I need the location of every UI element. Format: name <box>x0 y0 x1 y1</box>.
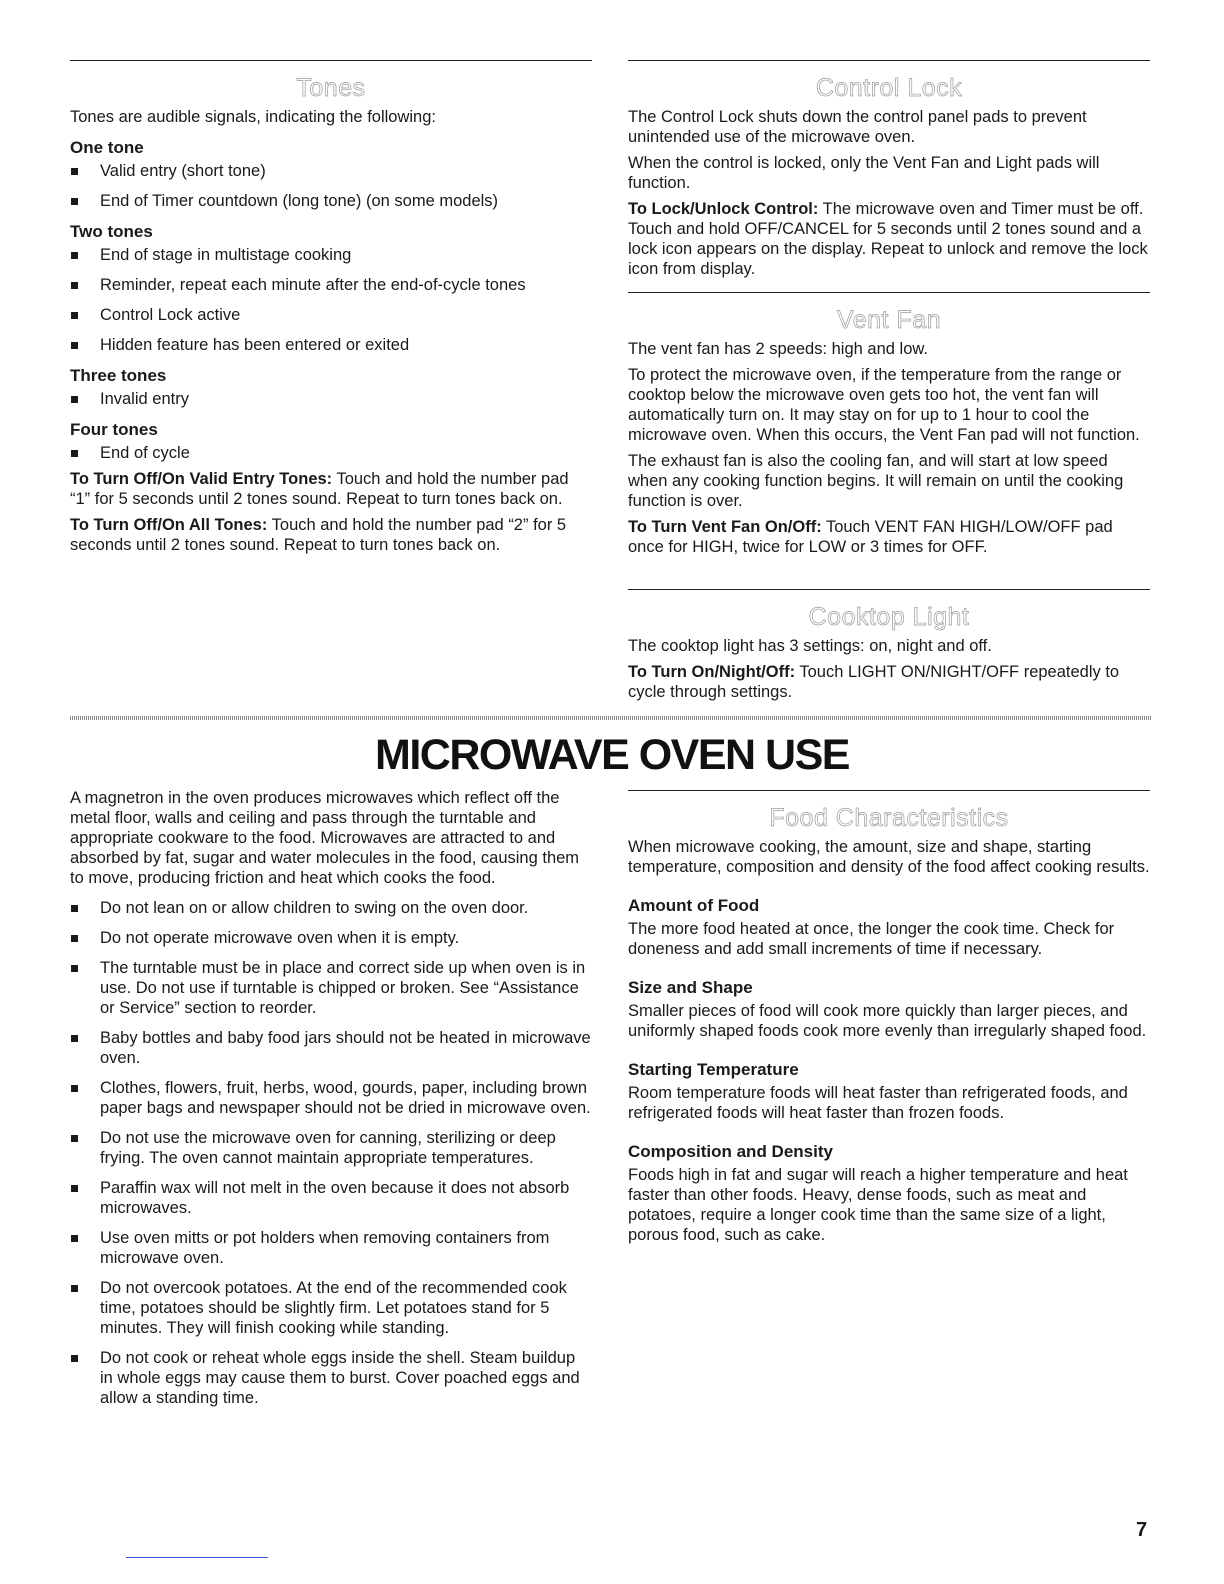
composition-density-heading: Composition and Density <box>628 1142 833 1161</box>
instruction-label: To Turn On/Night/Off: <box>628 663 796 681</box>
composition-density-text: Foods high in fat and sugar will reach a higher temperature and heat faster than other foods. Heavy, dense foods, such as meat and potatoes, require a longer cook time than the same size of a light, porous food, such as cake. <box>628 1166 1128 1244</box>
instruction-text: Touch LIGHT ON/NIGHT/OFF repeatedly to cycle through settings. <box>628 663 1120 701</box>
instruction-text: Touch and hold the number pad “1” for 5 seconds until 2 tones sound. Repeat to turn tones back on. <box>70 470 569 508</box>
cooktop-light-heading: Cooktop Light <box>808 603 970 631</box>
control-lock-p1: The Control Lock shuts down the control panel pads to prevent unintended use of the microwave oven. <box>628 108 1087 146</box>
control-lock-p2: When the control is locked, only the Vent Fan and Light pads will function. <box>628 154 1100 192</box>
instruction-label: To Turn Off/On All Tones: <box>70 516 268 534</box>
vent-fan-p2: To protect the microwave oven, if the temperature from the range or cooktop below the microwave oven gets too hot, the vent fan will automatically turn on. It may stay on for up to 1 hour to cool the microwave oven. When this occurs, the Vent Fan pad will not function. <box>628 366 1140 444</box>
list-item: Clothes, flowers, fruit, herbs, wood, gourds, paper, including brown paper bags and newspaper should not be dried in microwave oven. <box>70 1078 592 1118</box>
instruction-label: To Turn Vent Fan On/Off: <box>628 518 822 536</box>
vent-fan-p1: The vent fan has 2 speeds: high and low. <box>628 340 928 358</box>
vent-fan-p3: The exhaust fan is also the cooling fan, and will start at low speed when any cooking function begins. It will remain on until the cooking function is over. <box>628 452 1124 510</box>
all-tones-instruction <box>70 515 592 555</box>
instruction-text: The microwave oven and Timer must be off. Touch and hold OFF/CANCEL for 5 seconds until 2 tones sound and a lock icon appears on the display. Repeat to unlock and remove the lock icon from display. <box>628 200 1148 278</box>
list-item: Invalid entry <box>70 389 592 409</box>
instruction-text: Touch VENT FAN HIGH/LOW/OFF pad once for HIGH, twice for LOW or 3 times for OFF. <box>628 518 1113 556</box>
valid-entry-tones-instruction <box>70 469 592 509</box>
cooktop-light-p1: The cooktop light has 3 settings: on, night and off. <box>628 637 992 655</box>
list-item: End of Timer countdown (long tone) (on some models) <box>70 191 592 211</box>
microwave-use-list <box>70 898 592 1408</box>
section-divider <box>70 60 592 61</box>
list-item: Do not lean on or allow children to swing on the oven door. <box>70 898 592 918</box>
tones-intro: Tones are audible signals, indicating the following: <box>70 108 436 126</box>
control-lock-section <box>628 60 1150 285</box>
list-item: Valid entry (short tone) <box>70 161 592 181</box>
control-lock-heading: Control Lock <box>815 74 963 102</box>
starting-temperature-heading: Starting Temperature <box>628 1060 799 1079</box>
tones-section <box>70 60 592 561</box>
starting-temperature-text: Room temperature foods will heat faster than refrigerated foods, and refrigerated foods will heat faster than frozen foods. <box>628 1084 1128 1122</box>
list-item: Do not cook or reheat whole eggs inside the shell. Steam buildup in whole eggs may cause them to burst. Cover poached eggs and allow a standing time. <box>70 1348 592 1408</box>
bottom-edge-line <box>126 1557 268 1558</box>
amount-of-food-heading: Amount of Food <box>628 896 760 915</box>
cooktop-light-instruction <box>628 662 1150 702</box>
food-characteristics-section <box>628 790 1150 1251</box>
lock-unlock-instruction <box>628 199 1150 279</box>
section-divider <box>628 60 1150 61</box>
list-item: Use oven mitts or pot holders when removing containers from microwave oven. <box>70 1228 592 1268</box>
four-tones-heading: Four tones <box>70 420 158 439</box>
vent-fan-section <box>628 292 1150 563</box>
one-tone-list <box>70 161 592 211</box>
tones-heading: Tones <box>296 74 366 102</box>
three-tones-heading: Three tones <box>70 366 167 385</box>
three-tones-list <box>70 389 592 409</box>
list-item: Baby bottles and baby food jars should not be heated in microwave oven. <box>70 1028 592 1068</box>
list-item: Do not operate microwave oven when it is empty. <box>70 928 592 948</box>
vent-fan-instruction <box>628 517 1150 557</box>
section-divider <box>628 790 1150 791</box>
instruction-text: Touch and hold the number pad “2” for 5 seconds until 2 tones sound. Repeat to turn tones back on. <box>70 516 567 554</box>
four-tones-list <box>70 443 592 463</box>
list-item: End of stage in multistage cooking <box>70 245 592 265</box>
list-item: Hidden feature has been entered or exited <box>70 335 592 355</box>
list-item: The turntable must be in place and correct side up when oven is in use. Do not use if turntable is chipped or broken. See “Assistance or Service” section to reorder. <box>70 958 592 1018</box>
list-item: Do not overcook potatoes. At the end of the recommended cook time, potatoes should be slightly firm. Let potatoes stand for 5 minutes. They will finish cooking while standing. <box>70 1278 592 1338</box>
two-tones-heading: Two tones <box>70 222 153 241</box>
size-and-shape-text: Smaller pieces of food will cook more quickly than larger pieces, and uniformly shaped foods cook more evenly than irregularly shaped food. <box>628 1002 1147 1040</box>
one-tone-heading: One tone <box>70 138 144 157</box>
instruction-label: To Turn Off/On Valid Entry Tones: <box>70 470 333 488</box>
microwave-use-intro: A magnetron in the oven produces microwaves which reflect off the metal floor, walls and ceiling and pass through the turntable and appropriate cookware to the food. Microwaves are attracted to and absorbed by fat, sugar and water molecules in the food, causing them to move, producing friction and heat which cooks the food. <box>70 789 580 887</box>
microwave-use-section <box>70 788 592 1418</box>
list-item: Control Lock active <box>70 305 592 325</box>
page-number: 7 <box>1136 1519 1148 1541</box>
instruction-label: To Lock/Unlock Control: <box>628 200 819 218</box>
section-divider <box>628 292 1150 293</box>
list-item: Paraffin wax will not melt in the oven because it does not absorb microwaves. <box>70 1178 592 1218</box>
size-and-shape-heading: Size and Shape <box>628 978 753 997</box>
hatched-divider <box>70 716 1152 720</box>
list-item: End of cycle <box>70 443 592 463</box>
food-characteristics-heading: Food Characteristics <box>769 804 1009 832</box>
section-divider <box>628 589 1150 590</box>
food-characteristics-intro: When microwave cooking, the amount, size and shape, starting temperature, composition and density of the food affect cooking results. <box>628 838 1150 876</box>
list-item: Reminder, repeat each minute after the end-of-cycle tones <box>70 275 592 295</box>
page-title: MICROWAVE OVEN USE <box>375 731 849 779</box>
cooktop-light-section <box>628 589 1150 708</box>
amount-of-food-text: The more food heated at once, the longer the cook time. Check for doneness and add small increments of time if necessary. <box>628 920 1115 958</box>
two-tones-list <box>70 245 592 355</box>
list-item: Do not use the microwave oven for canning, sterilizing or deep frying. The oven cannot maintain appropriate temperatures. <box>70 1128 592 1168</box>
vent-fan-heading: Vent Fan <box>836 306 942 334</box>
